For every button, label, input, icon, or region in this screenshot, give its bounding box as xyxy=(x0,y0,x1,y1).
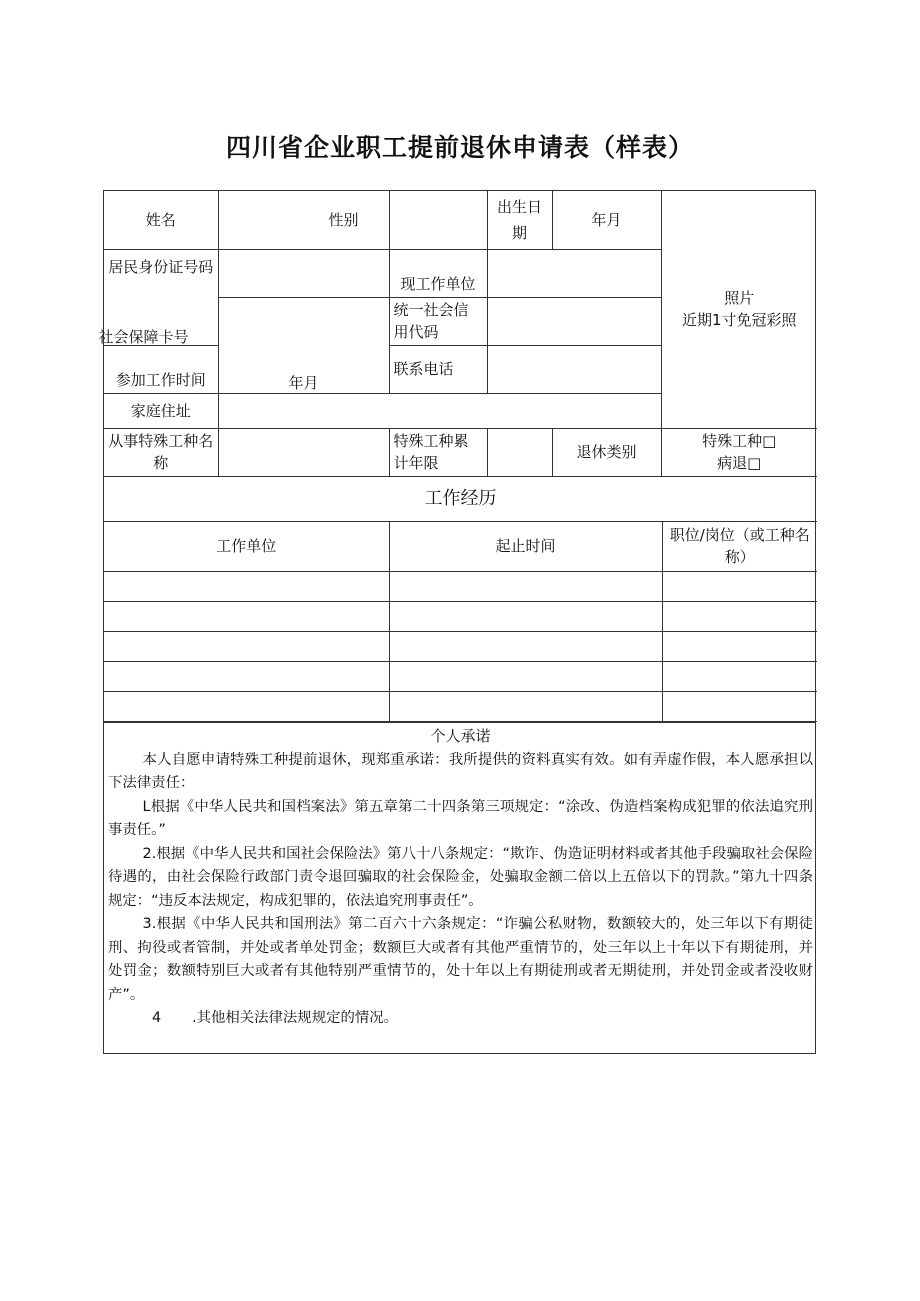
column-header-period: 起止时间 xyxy=(389,522,662,572)
current-employer-label: 现工作单位 xyxy=(389,249,487,297)
name-label: 姓名 xyxy=(104,191,218,249)
history-cell[interactable] xyxy=(662,662,817,692)
home-address-value[interactable] xyxy=(218,393,661,428)
promise-item-2: 2.根据《中华人民共和国社会保险法》第八十八条规定：“欺诈、伪造证明材料或者其他手段骗取社会保险待遇的，由社会保险行政部门责令退回骗取的社会保险金，处骗取金额二倍以上五倍以下的罚款。”第九十四条规定：“违反本法规定，构成犯罪的，依法追究刑事责任”。 xyxy=(108,845,813,909)
history-cell[interactable] xyxy=(662,602,817,632)
current-employer-value[interactable] xyxy=(487,249,661,297)
history-cell[interactable] xyxy=(662,572,817,602)
history-cell[interactable] xyxy=(662,632,817,662)
table-row xyxy=(104,692,817,722)
birth-date-value[interactable]: 年月 xyxy=(552,191,661,249)
promise-item-4-number: 4 xyxy=(152,1010,162,1026)
promise-intro: 本人自愿申请特殊工种提前退休，现郑重承诺：我所提供的资料真实有效。如有弄虚作假，本人愿承担以下法律责任： xyxy=(108,751,813,791)
history-cell[interactable] xyxy=(389,692,662,722)
personal-promise-section xyxy=(104,722,815,1053)
option-special-job-checkbox[interactable]: 特殊工种□ xyxy=(702,432,777,450)
promise-item-4-text: .其他相关法律法规规定的情况。 xyxy=(192,1010,399,1026)
credit-code-value[interactable] xyxy=(487,297,661,345)
promise-item-4 xyxy=(108,1007,813,1031)
option-sick-retirement-checkbox[interactable]: 病退□ xyxy=(717,454,762,472)
retirement-type-label: 退休类别 xyxy=(552,428,661,476)
history-cell[interactable] xyxy=(662,692,817,722)
history-cell[interactable] xyxy=(104,662,389,692)
column-header-employer: 工作单位 xyxy=(104,522,389,572)
retirement-type-options xyxy=(661,428,817,476)
history-cell[interactable] xyxy=(104,692,389,722)
photo-note: 近期1寸免冠彩照 xyxy=(681,311,797,330)
column-header-position: 职位/岗位（或工种名称） xyxy=(662,522,817,572)
work-history-table xyxy=(104,522,817,723)
promise-item-3: 3.根据《中华人民共和国刑法》第二百六十六条规定：“诈骗公私财物，数额较大的，处三年以下有期徒刑、拘役或者管制，并处或者单处罚金；数额巨大或者有其他严重情节的，处三年以上十年以下有期徒刑，并处罚金；数额特别巨大或者有其他特别严重情节的，处十年以上有期徒刑或者无期徒刑，并处罚金或者没收财产”。 xyxy=(108,916,813,1003)
promise-title: 个人承诺 xyxy=(430,727,491,745)
photo-box[interactable] xyxy=(661,191,817,428)
history-cell[interactable] xyxy=(104,632,389,662)
name-value-with-gender-label[interactable] xyxy=(218,191,389,249)
id-number-label: 居民身份证号码 xyxy=(104,249,218,345)
table-row xyxy=(104,662,817,692)
credit-code-label: 统一社会信用代码 xyxy=(389,297,487,345)
work-start-value[interactable]: 年月 xyxy=(288,373,319,392)
home-address-label: 家庭住址 xyxy=(104,393,218,428)
application-form xyxy=(98,190,816,1054)
table-row xyxy=(104,632,817,662)
promise-item-1: L根据《中华人民共和国档案法》第五章第二十四条第三项规定：“涂改、伪造档案构成犯罪的依法追究刑事责任。” xyxy=(108,798,813,838)
birth-date-label: 出生日期 xyxy=(487,191,552,249)
work-start-label: 参加工作时间 xyxy=(104,345,218,393)
phone-label: 联系电话 xyxy=(389,345,487,393)
gender-value[interactable] xyxy=(389,191,487,249)
history-cell[interactable] xyxy=(389,662,662,692)
work-history-title: 工作经历 xyxy=(104,476,817,521)
table-row xyxy=(104,572,817,602)
special-job-years-label: 特殊工种累计年限 xyxy=(389,428,487,476)
history-cell[interactable] xyxy=(389,602,662,632)
id-number-value[interactable] xyxy=(218,249,389,297)
special-job-name-value[interactable] xyxy=(218,428,389,476)
special-job-name-label: 从事特殊工种名称 xyxy=(104,428,218,476)
personal-info-table xyxy=(98,191,817,522)
gender-label: 性别 xyxy=(328,210,359,229)
form-title: 四川省企业职工提前退休申请表（样表） xyxy=(225,133,694,162)
photo-title: 照片 xyxy=(724,289,755,308)
special-job-years-value[interactable] xyxy=(487,428,552,476)
history-cell[interactable] xyxy=(104,602,389,632)
phone-value[interactable] xyxy=(487,345,661,393)
table-row xyxy=(104,602,817,632)
history-cell[interactable] xyxy=(389,632,662,662)
history-cell[interactable] xyxy=(389,572,662,602)
history-cell[interactable] xyxy=(104,572,389,602)
social-security-card-label: 社会保障卡号 xyxy=(98,327,189,346)
